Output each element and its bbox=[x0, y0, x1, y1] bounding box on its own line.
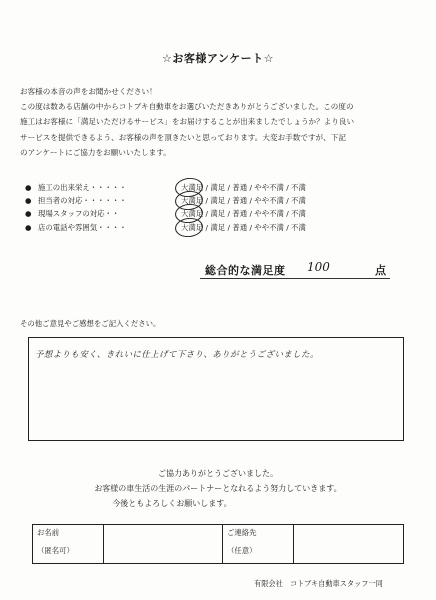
bullet-icon: ● bbox=[25, 209, 32, 218]
intro-line: この度は数ある店舗の中からコトブキ自動車をお選びいただきありがとうございました。この度の bbox=[20, 102, 354, 112]
bullet-icon: ● bbox=[25, 223, 32, 232]
footer-company: 有限会社 コトブキ自動車スタッフ一同 bbox=[254, 579, 383, 588]
question-choices[interactable]: 大満足 / 満足 / 普通 / やや不満 / 不満 bbox=[181, 209, 306, 218]
contact-label: ご連絡先 bbox=[227, 528, 257, 537]
contact-label-cell bbox=[223, 525, 294, 564]
bullet-icon: ● bbox=[25, 196, 32, 205]
overall-satisfaction-unit: 点 bbox=[375, 264, 386, 277]
name-sublabel: （匿名可） bbox=[37, 546, 74, 555]
name-label-cell bbox=[33, 525, 104, 564]
name-label: お名前 bbox=[37, 528, 60, 537]
survey-title: ☆お客様アンケート☆ bbox=[161, 52, 275, 65]
question-choices[interactable]: 大満足 / 満足 / 普通 / やや不満 / 不満 bbox=[181, 196, 306, 205]
intro-line: のアンケートにご協力をお願いいたします。 bbox=[20, 147, 171, 157]
question-row bbox=[25, 221, 425, 234]
bullet-icon: ● bbox=[25, 183, 32, 192]
overall-underline bbox=[200, 278, 390, 279]
contact-input[interactable] bbox=[294, 525, 404, 564]
question-row bbox=[25, 207, 425, 220]
question-choices[interactable]: 大満足 / 満足 / 普通 / やや不満 / 不満 bbox=[181, 223, 306, 232]
overall-satisfaction-label: 総合的な満足度 bbox=[205, 264, 286, 277]
intro-line: 施工はお客様に「満足いただけるサービス」をお届けすることが出来ましたでしょうか？より良い bbox=[20, 117, 355, 127]
question-label: 施工の出来栄え・・・・・ bbox=[38, 183, 127, 192]
name-input[interactable] bbox=[104, 525, 223, 564]
intro-text bbox=[20, 84, 420, 160]
intro-line: お客様の本音の声をお聞かせください！ bbox=[20, 87, 157, 96]
thanks-line: 今後ともよろしくお願いします。 bbox=[112, 499, 232, 508]
contact-table bbox=[32, 524, 404, 564]
intro-line: サービスを提供できるよう、お客様の声を頂きたいと思っております。大変お手数ですが、下記 bbox=[20, 132, 346, 142]
question-label: 担当者の対応・・・・・・ bbox=[38, 196, 127, 205]
thanks-line: ご協力ありがとうございました。 bbox=[158, 469, 278, 478]
question-choices[interactable]: 大満足 / 満足 / 普通 / やや不満 / 不満 bbox=[181, 183, 306, 192]
question-label: 現場スタッフの対応・・ bbox=[38, 209, 120, 218]
contact-sublabel: （任意） bbox=[227, 546, 257, 555]
comments-label: その他ご意見やご感想をご記入ください。 bbox=[20, 319, 161, 328]
overall-satisfaction-value[interactable]: 100 bbox=[307, 260, 330, 274]
comment-text: 予想よりも安く、きれいに仕上げて下さり、ありがとうございました。 bbox=[35, 349, 319, 359]
question-label: 店の電話や雰囲気・・・・ bbox=[38, 223, 127, 232]
thanks-line: お客様の車生活の生涯のパートナーとなれるよう努力していきます。 bbox=[94, 484, 342, 493]
question-row bbox=[25, 194, 425, 207]
question-row bbox=[25, 181, 425, 194]
